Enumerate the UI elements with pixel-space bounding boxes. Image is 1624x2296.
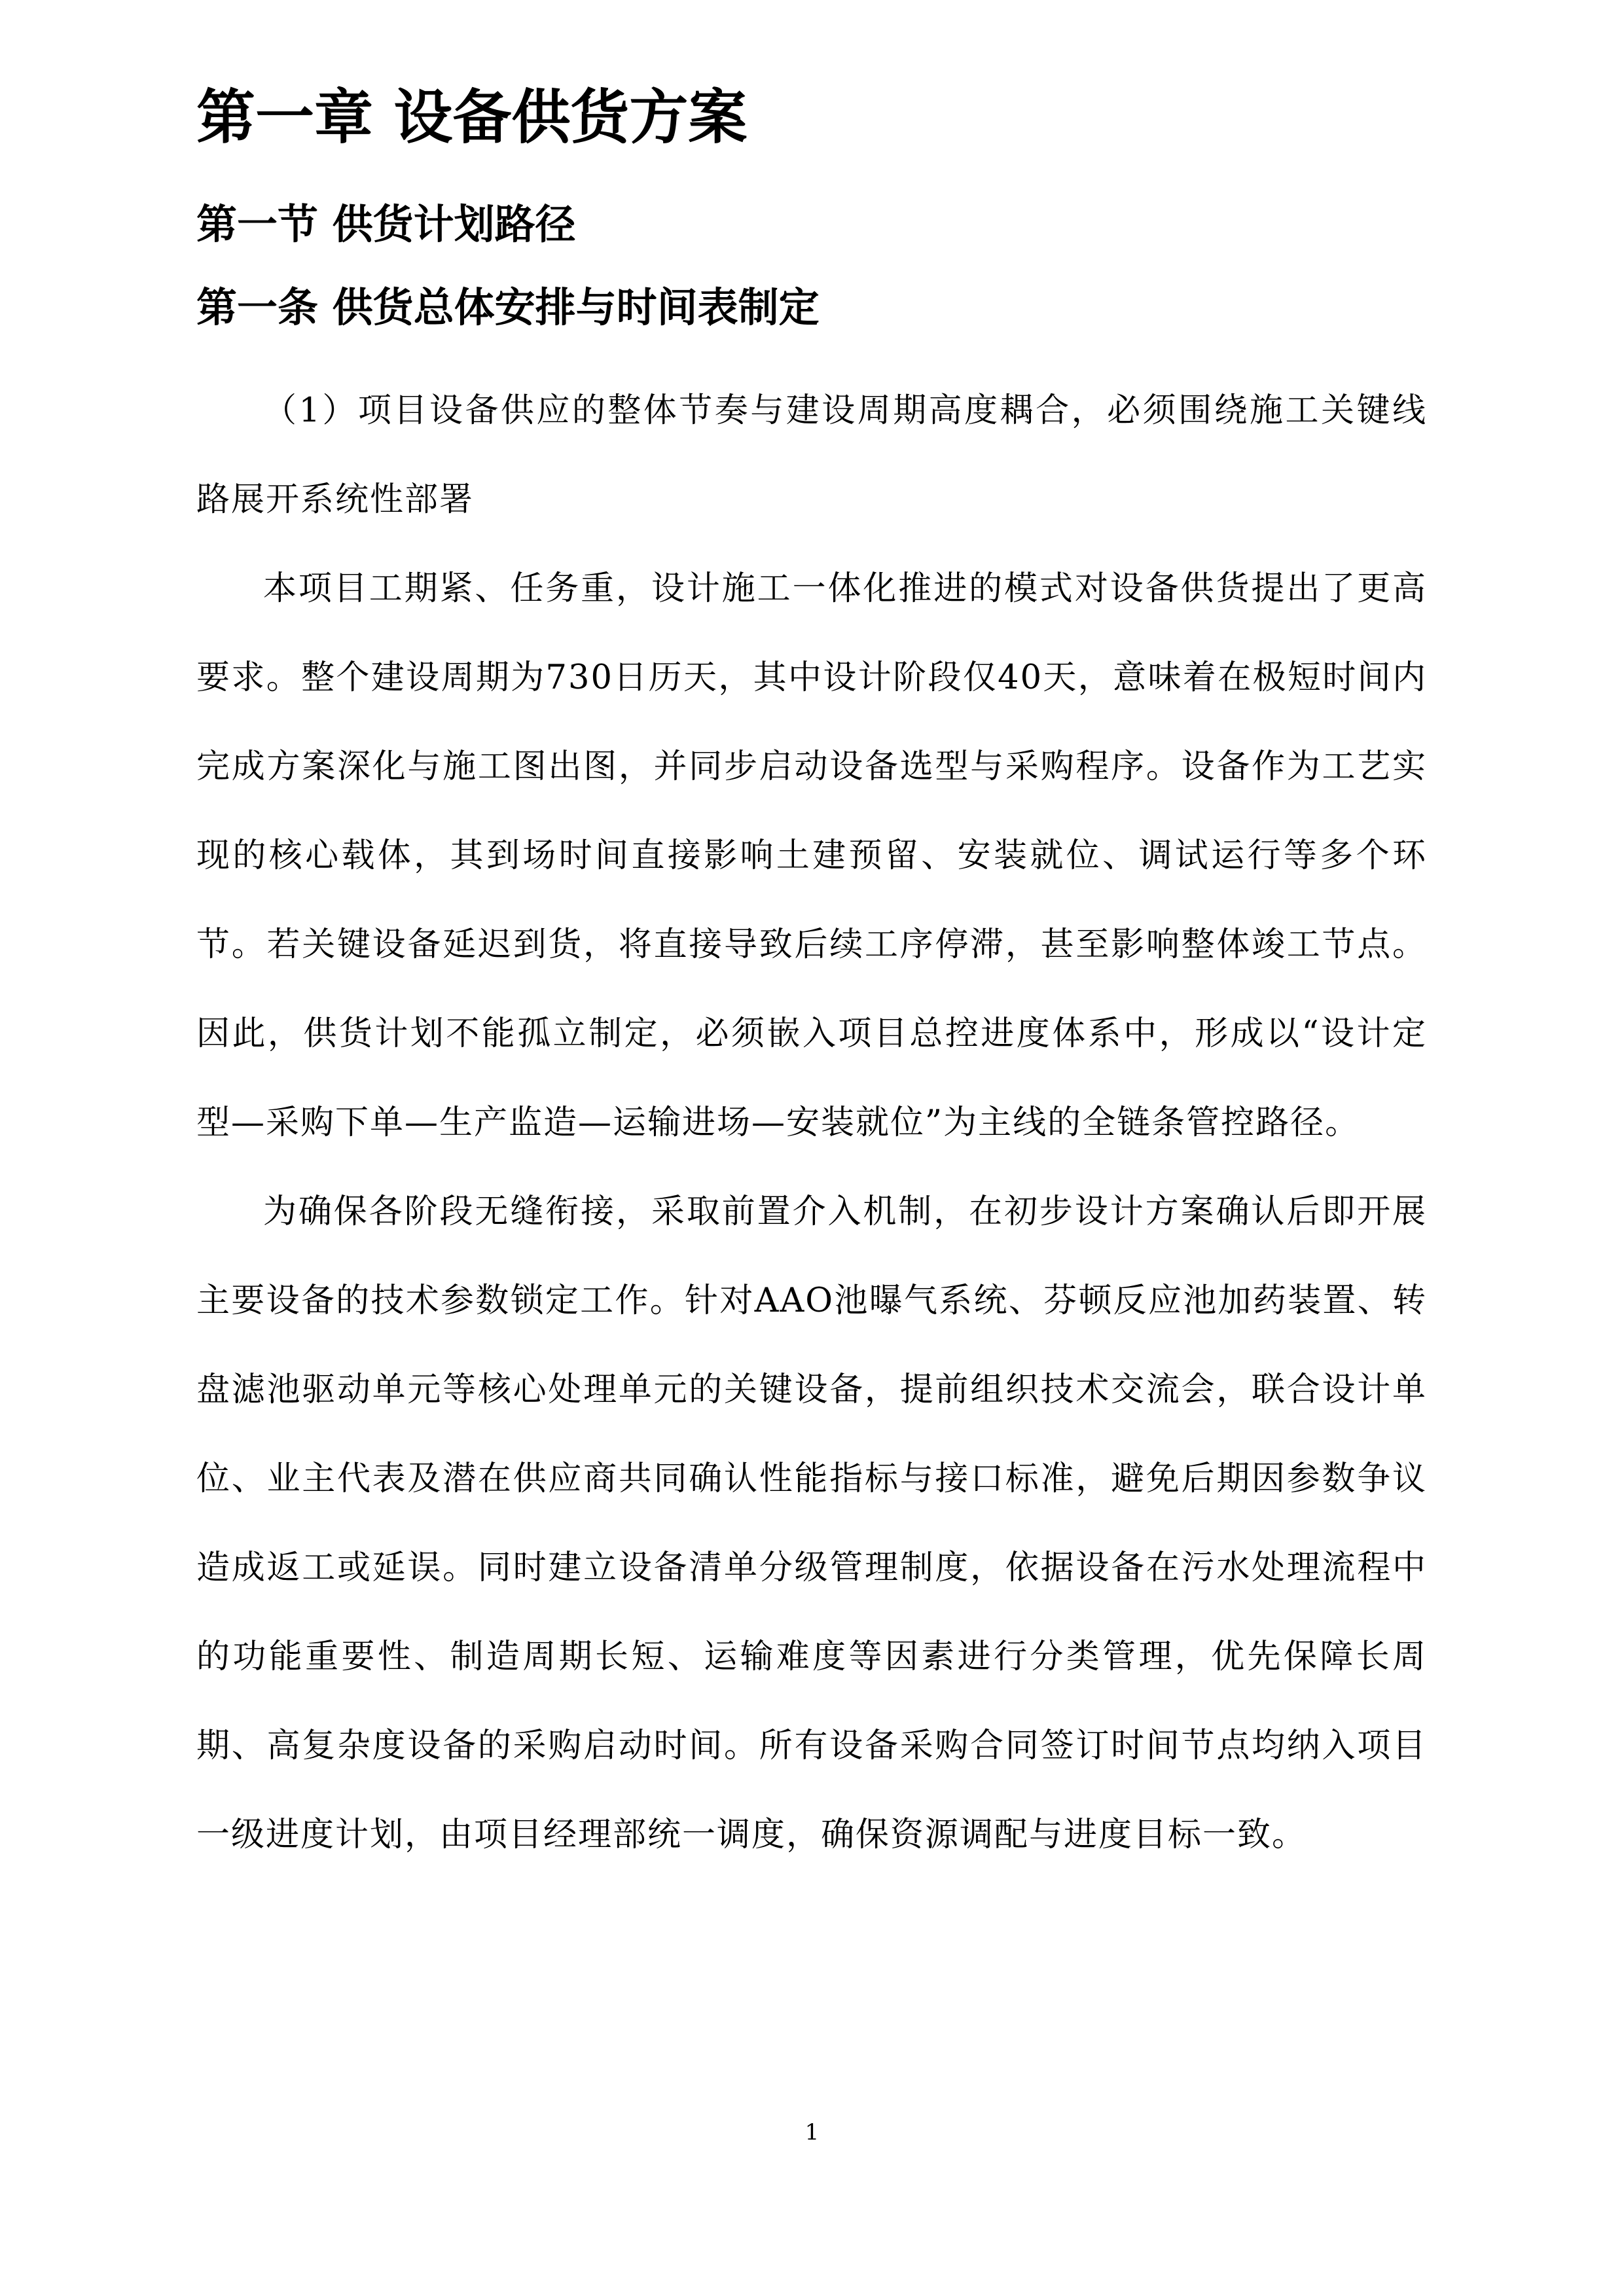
paragraph: 为确保各阶段无缝衔接，采取前置介入机制，在初步设计方案确认后即开展主要设备的技术参数锁定工作。针对AAO池曝气系统、芬顿反应池加药装置、转盘滤池驱动单元等核心处理单元的关键设备，提前组织技术交流会，联合设计单位、业主代表及潜在供应商共同确认性能指标与接口标准，避免后期因参数争议造成返工或延误。同时建立设备清单分级管理制度，依据设备在污水处理流程中的功能重要性、制造周期长短、运输难度等因素进行分类管理，优先保障长周期、高复杂度设备的采购启动时间。所有设备采购合同签订时间节点均纳入项目一级进度计划，由项目经理部统一调度，确保资源调配与进度目标一致。 — [196, 1193, 1427, 1854]
section-title: 第一节 供货计划路径 — [196, 200, 576, 248]
paragraph: 本项目工期紧、任务重，设计施工一体化推进的模式对设备供货提出了更高要求。整个建设周期为730日历天，其中设计阶段仅40天，意味着在极短时间内完成方案深化与施工图出图，并同步启动设备选型与采购程序。设备作为工艺实现的核心载体，其到场时间直接影响土建预留、安装就位、调试运行等多个环节。若关键设备延迟到货，将直接导致后续工序停滞，甚至影响整体竣工节点。因此，供货计划不能孤立制定，必须嵌入项目总控进度体系中，形成以“设计定型—采购下单—生产监造—运输进场—安装就位”为主线的全链条管控路径。 — [196, 569, 1427, 1142]
paragraph-subheading: （1）项目设备供应的整体节奏与建设周期高度耦合，必须围绕施工关键线路展开系统性部署 — [196, 391, 1427, 519]
chapter-title: 第一章 设备供货方案 — [196, 83, 748, 152]
article-title: 第一条 供货总体安排与时间表制定 — [196, 283, 820, 331]
page-number: 1 — [804, 2119, 820, 2145]
document-body — [196, 367, 1427, 1880]
